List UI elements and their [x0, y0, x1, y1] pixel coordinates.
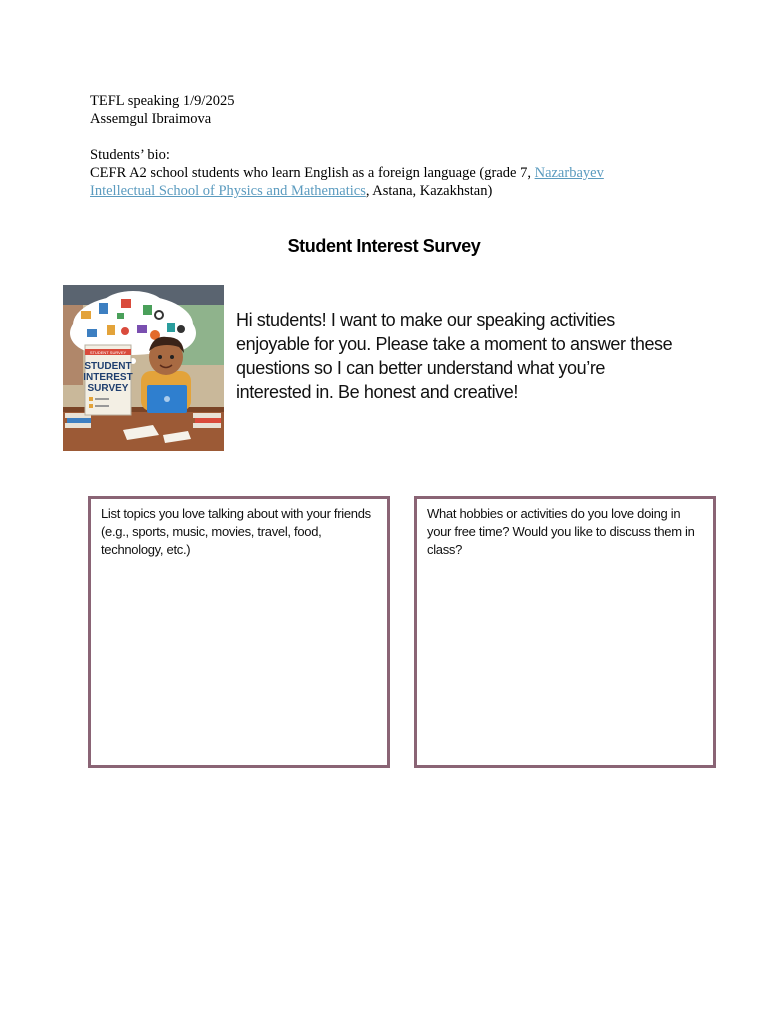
survey-book-cover [83, 345, 132, 415]
bio-text-before: CEFR A2 school students who learn English as a foreign language (grade 7, [90, 165, 535, 181]
bio-label: Students’ bio: [90, 147, 170, 163]
book-top-label: STUDENT SURVEY [89, 350, 127, 355]
book-title-line-3: SURVEY [87, 383, 129, 394]
document-header [90, 92, 650, 200]
bio-text-after: , Astana, Kazakhstan) [365, 183, 493, 199]
question-prompt: List topics you love talking about with your friends (e.g., sports, music, movies, travel, food, technology, etc.) [101, 506, 371, 557]
question-prompt: What hobbies or activities do you love doing in your free time? Would you like to discuss them in class? [427, 506, 695, 557]
intro-paragraph: Hi students! I want to make our speaking activities enjoyable for you. Please take a moment to answer these questions so I can better understand what you’re interested in. Be honest and creative! [236, 310, 673, 402]
course-line: TEFL speaking 1/9/2025 [90, 93, 235, 109]
question-box-topics[interactable] [88, 496, 390, 768]
school-link[interactable]: Nazarbayev Intellectual School of Physics and Mathematics [90, 165, 604, 199]
survey-title: Student Interest Survey [287, 236, 481, 256]
book-title-line-1: STUDENT [84, 361, 132, 372]
question-box-hobbies[interactable] [414, 496, 716, 768]
author-name: Assemgul Ibraimova [90, 111, 212, 127]
bio-text [90, 164, 650, 200]
student-survey-illustration [63, 285, 224, 451]
book-title-line-2: INTEREST [83, 372, 133, 383]
